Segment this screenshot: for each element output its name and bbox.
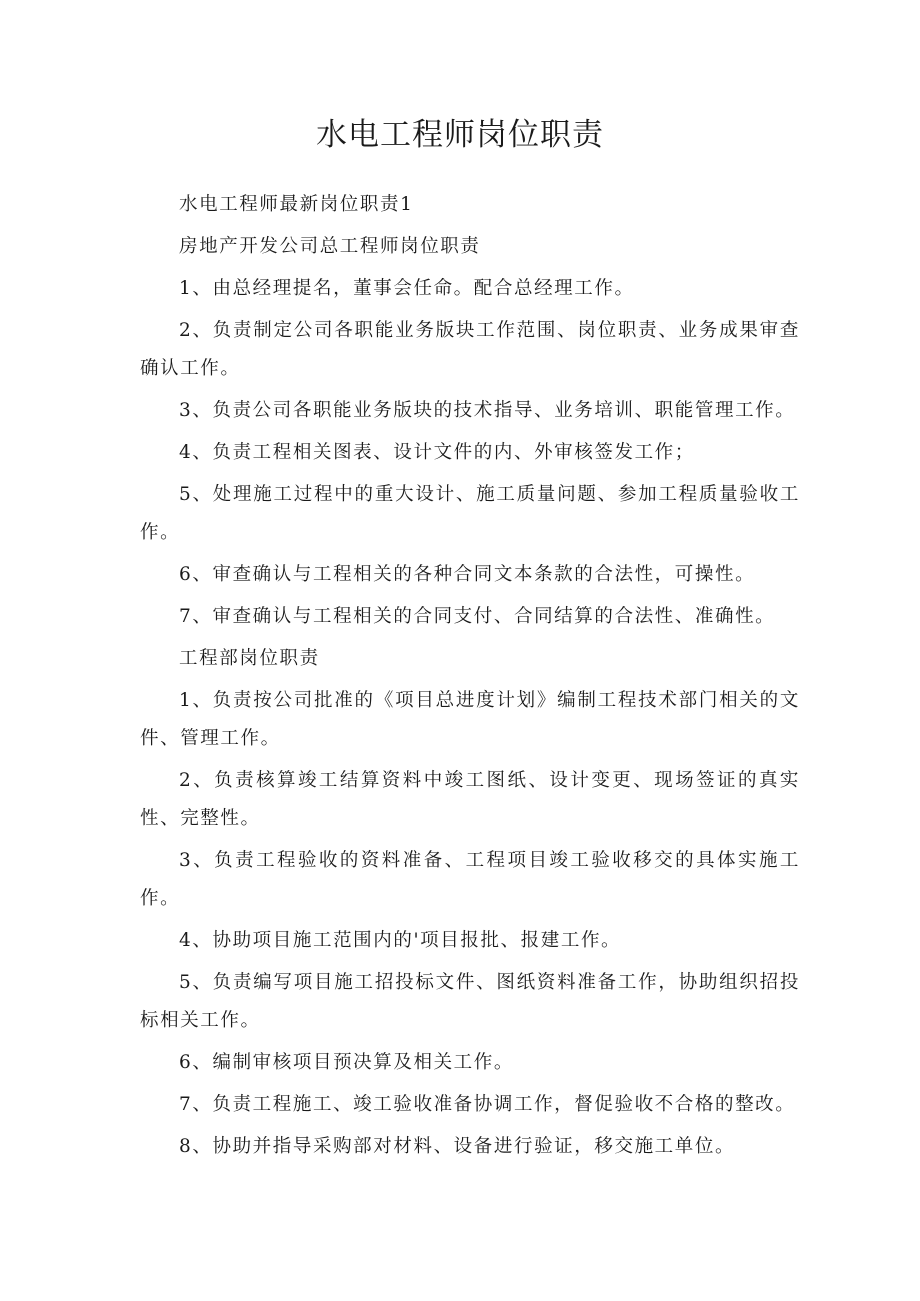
duty-item: 2、负责制定公司各职能业务版块工作范围、岗位职责、业务成果审查确认工作。	[140, 320, 800, 379]
duty-item: 5、负责编写项目施工招投标文件、图纸资料准备工作，协助组织招投标相关工作。	[140, 972, 800, 1031]
duty-item: 3、负责公司各职能业务版块的技术指导、业务培训、职能管理工作。	[179, 400, 796, 421]
duty-item: 3、负责工程验收的资料准备、工程项目竣工验收移交的具体实施工作。	[140, 850, 800, 909]
duty-item: 7、负责工程施工、竣工验收准备协调工作，督促验收不合格的整改。	[179, 1094, 796, 1115]
document-title: 水电工程师岗位职责	[316, 117, 604, 153]
duty-item: 4、协助项目施工范围内的'项目报批、报建工作。	[179, 930, 622, 951]
duty-item: 2、负责核算竣工结算资料中竣工图纸、设计变更、现场签证的真实性、完整性。	[140, 770, 800, 829]
duty-item: 8、协助并指导采购部对材料、设备进行验证，移交施工单位。	[179, 1136, 736, 1157]
section-heading: 水电工程师最新岗位职责1	[179, 194, 414, 215]
subsection-heading: 房地产开发公司总工程师岗位职责	[179, 236, 481, 257]
duty-item: 4、负责工程相关图表、设计文件的内、外审核签发工作；	[179, 442, 695, 463]
duty-item: 6、编制审核项目预决算及相关工作。	[179, 1052, 514, 1073]
document-body	[140, 186, 800, 1170]
subsection-heading: 工程部岗位职责	[179, 648, 320, 669]
duty-item: 5、处理施工过程中的重大设计、施工质量问题、参加工程质量验收工作。	[140, 484, 800, 543]
duty-item: 6、审查确认与工程相关的各种合同文本条款的合法性，可操性。	[179, 564, 756, 585]
duty-item: 1、由总经理提名，董事会任命。配合总经理工作。	[179, 278, 635, 299]
duty-item: 1、负责按公司批准的《项目总进度计划》编制工程技术部门相关的文件、管理工作。	[140, 690, 800, 749]
duty-item: 7、审查确认与工程相关的合同支付、合同结算的合法性、准确性。	[179, 606, 776, 627]
